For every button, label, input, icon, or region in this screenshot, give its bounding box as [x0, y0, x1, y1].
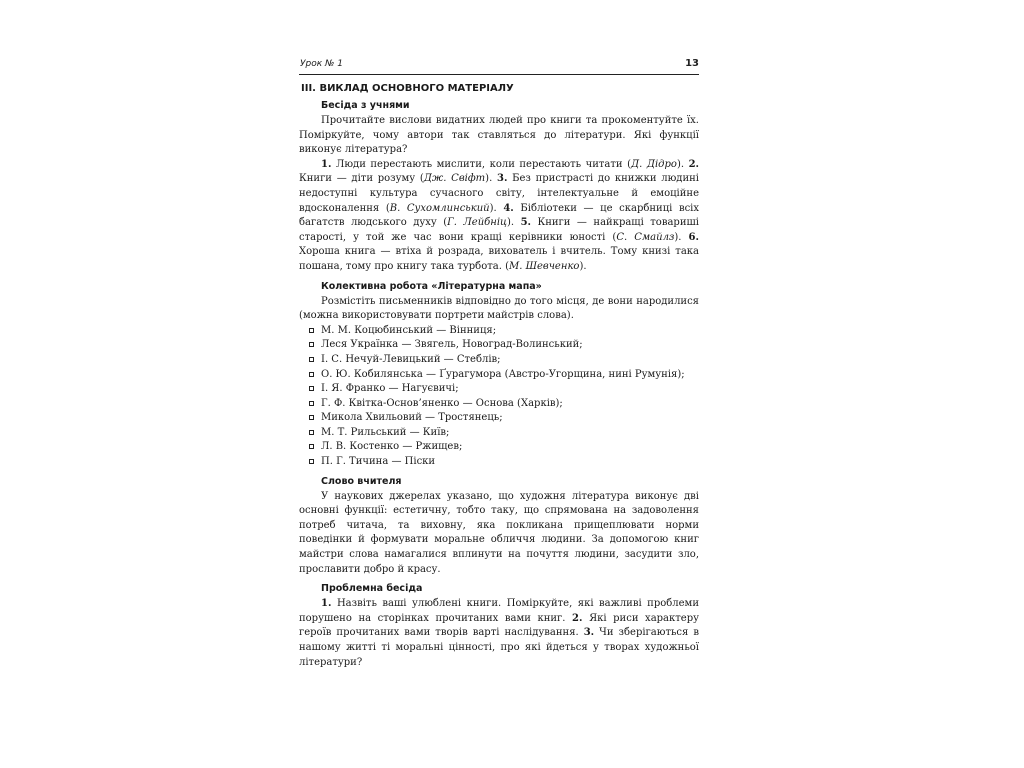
quote-text: Хороша книга — втіха й розрада, вихователь і вчитель. Тому книзі така пошана, тому про книгу така турбота. ( — [299, 246, 699, 272]
square-bullet-icon — [309, 401, 314, 406]
list-item-text: Микола Хвильовий — Тростянець; — [321, 412, 503, 424]
running-header — [299, 56, 699, 75]
list-item — [299, 440, 699, 455]
square-bullet-icon — [309, 357, 314, 362]
list-item-text: М. М. Коцюбинський — Вінниця; — [321, 324, 497, 336]
quote-author: Дж. Свіфт — [423, 173, 486, 185]
quote-number: 4. — [503, 202, 514, 214]
quote-text: Бібліотеки — це скарбниці всіх багатств людського духу ( — [299, 202, 700, 229]
list-item-text: Л. В. Костенко — Ржищев; — [321, 441, 463, 453]
problem-discussion-title: Проблемна бесіда — [321, 583, 423, 595]
quote-end: ). — [507, 217, 521, 229]
question-text: Які риси характеру героїв прочитаних вами творів варті наслідування. — [299, 612, 700, 639]
problem-discussion-text — [299, 597, 699, 670]
list-item-text: І. С. Нечуй-Левицький — Стеблів; — [321, 353, 501, 365]
list-item — [299, 368, 699, 383]
section-title: III. ВИКЛАД ОСНОВНОГО МАТЕРІАЛУ — [301, 83, 514, 94]
list-item — [299, 353, 699, 368]
quote-number: 3. — [496, 173, 508, 185]
quote-number: 1. — [321, 158, 332, 170]
list-item — [299, 426, 699, 441]
square-bullet-icon — [309, 342, 314, 347]
quote-end: ). — [676, 158, 689, 170]
quote-author: С. Смайлз — [616, 231, 675, 243]
question-number: 2. — [572, 612, 583, 624]
quote-text: Книги — найкращі товариші старості, у той же час вони кращі керівники юності ( — [299, 217, 699, 243]
teacher-word-text: У наукових джерелах указано, що художня література виконує дві основні функції: естетичну, тобто таку, що спрямована на задоволення потреб читача, та виховну, яка покликана прищеплювати норми поведінки й формувати моральне обличчя людини. За допомогою книг майстри слова намагалися вплинути на почуття людини, засудити зло, прославити добро й красу. — [299, 490, 699, 575]
square-bullet-icon — [309, 430, 314, 435]
square-bullet-icon — [309, 415, 314, 420]
quote-text: Без пристрасті до книжки людині недоступні культура сучасного світу, інтелектуальне й емоційне вдосконалення ( — [299, 173, 699, 214]
quote-number: 6. — [688, 231, 699, 243]
map-work-intro: Розмістіть письменників відповідно до того місця, де вони народилися (можна використовувати портрети майстрів слова). — [299, 295, 699, 322]
list-item — [299, 411, 699, 426]
square-bullet-icon — [309, 328, 314, 333]
list-item — [299, 397, 699, 412]
quote-author: М. Шевченко — [508, 260, 580, 272]
list-item — [299, 338, 699, 353]
square-bullet-icon — [309, 386, 314, 391]
quote-author: Г. Лейбніц — [447, 217, 507, 229]
writers-list — [299, 324, 699, 470]
quotes-paragraph — [299, 158, 699, 275]
list-item-text: О. Ю. Кобилянська — Ґурагумора (Австро-Угорщина, нині Румунія); — [321, 368, 685, 380]
question-number: 1. — [321, 598, 332, 610]
discussion-intro: Прочитайте вислови видатних людей про книги та прокоментуйте їх. Поміркуйте, чому автори так ставляться до літератури. Які функції виконує література? — [299, 115, 699, 156]
square-bullet-icon — [309, 372, 314, 377]
quote-text: Книги — діти розуму ( — [299, 173, 424, 185]
list-item-text: П. Г. Тичина — Піски — [321, 456, 436, 468]
list-item-text: М. Т. Рильський — Київ; — [321, 426, 450, 438]
quote-end: ). — [579, 260, 587, 272]
question-number: 3. — [583, 627, 595, 639]
question-text: Чи зберігаються в нашому житті ті моральні цінності, про які йдеться у творах художньої літератури? — [299, 627, 699, 668]
quote-number: 2. — [688, 158, 700, 170]
teacher-word-title: Слово вчителя — [321, 475, 402, 487]
list-item-text: І. Я. Франко — Нагуєвичі; — [321, 383, 459, 395]
map-work-title: Колективна робота «Літературна мапа» — [321, 280, 542, 292]
quote-author: В. Сухомлинський — [389, 202, 490, 214]
square-bullet-icon — [309, 444, 314, 449]
lesson-label: Урок № 1 — [300, 59, 343, 69]
list-item-text: Г. Ф. Квітка-Основ’яненко — Основа (Харків); — [321, 397, 563, 409]
list-item — [299, 455, 699, 470]
page-number: 13 — [685, 58, 699, 69]
quote-author: Д. Дідро — [631, 158, 677, 170]
quote-text: Люди перестають мислити, коли перестають читати ( — [331, 158, 631, 170]
book-page — [299, 56, 699, 670]
list-item-text: Леся Українка — Звягель, Новоград-Волинський; — [321, 339, 583, 351]
question-text: Назвіть ваші улюблені книги. Поміркуйте, які важливі проблеми порушено на сторінках прочитаних вами книг. — [299, 598, 699, 624]
quote-end: ). — [674, 231, 689, 243]
list-item — [299, 382, 699, 397]
square-bullet-icon — [309, 459, 314, 464]
list-item — [299, 324, 699, 339]
quote-number: 5. — [520, 217, 532, 229]
discussion-title: Бесіда з учнями — [321, 100, 410, 111]
quote-end: ). — [489, 202, 504, 214]
quote-end: ). — [485, 173, 497, 185]
